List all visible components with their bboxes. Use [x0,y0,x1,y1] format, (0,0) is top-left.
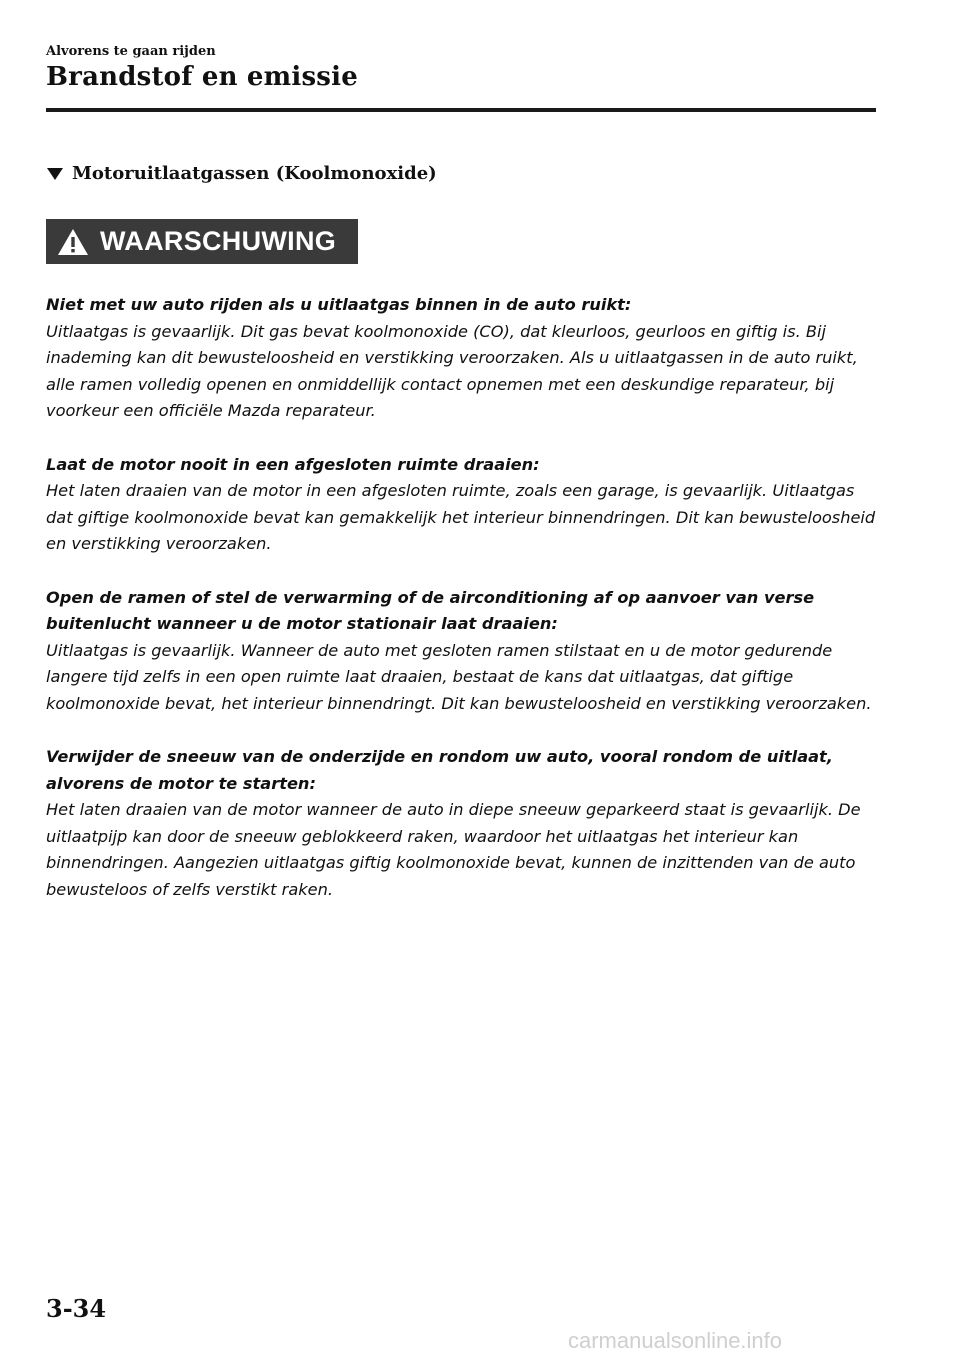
section-heading [46,163,437,184]
warning-content [46,292,886,930]
warning-block-title: Niet met uw auto rijden als u uitlaatgas binnen in de auto ruikt: [46,295,632,314]
page-title: Brandstof en emissie [46,62,358,92]
page-number: 3-34 [46,1294,107,1323]
warning-block [46,292,886,425]
warning-label: WAARSCHUWING [100,226,337,256]
warning-block-title: Verwijder de sneeuw van de onderzijde en rondom uw auto, vooral rondom de uitlaat, alvorens de motor te starten: [46,747,833,793]
warning-block [46,452,886,558]
chapter-label: Alvorens te gaan rijden [46,44,216,59]
warning-block-title: Laat de motor nooit in een afgesloten ruimte draaien: [46,454,540,474]
warning-banner [46,219,358,264]
section-heading-text: Motoruitlaatgassen (Koolmonoxide) [72,163,437,184]
header-divider [46,108,876,112]
warning-block-body: Uitlaatgas is gevaarlijk. Dit gas bevat koolmonoxide (CO), dat kleurloos, geurloos en giftig is. Bij inademing kan dit bewusteloosheid en verstikking veroorzaken. Als u uitlaatgassen in de auto ruikt, alle ramen volledig openen en onmiddellijk contact opnemen met een deskundige reparateur, bij voorkeur een officiële Mazda reparateur. [46,321,858,421]
warning-block-body: Het laten draaien van de motor wanneer de auto in diepe sneeuw geparkeerd staat is gevaarlijk. De uitlaatpijp kan door de sneeuw geblokkeerd raken, waardoor het uitlaatgas het interieur kan binnendringen. Aangezien uitlaatgas giftig koolmonoxide bevat, kunnen de inzittenden van de auto bewusteloos of zelfs verstikt raken. [46,800,861,900]
warning-block-body: Uitlaatgas is gevaarlijk. Wanneer de auto met gesloten ramen stilstaat en u de motor gedurende langere tijd zelfs in een open ruimte laat draaien, bestaat de kans dat uitlaatgas, dat giftige koolmonoxide bevat, het interieur binnendringt. Dit kan bewusteloosheid en verstikking veroorzaken. [46,640,872,713]
watermark: carmanualsonline.info [568,1328,783,1353]
warning-block [46,744,886,904]
warning-triangle-icon [56,227,90,257]
warning-block-title: Open de ramen of stel de verwarming of de airconditioning af op aanvoer van verse buitenlucht wanneer u de motor stationair laat draaien: [46,587,815,634]
warning-block-body: Het laten draaien van de motor in een afgesloten ruimte, zoals een garage, is gevaarlijk. Uitlaatgas dat giftige koolmonoxide bevat kan gemakkelijk het interieur binnendringen. Dit kan bewusteloosheid en verstikking veroorzaken. [46,481,876,554]
warning-block [46,585,886,718]
triangle-down-icon [46,167,64,181]
